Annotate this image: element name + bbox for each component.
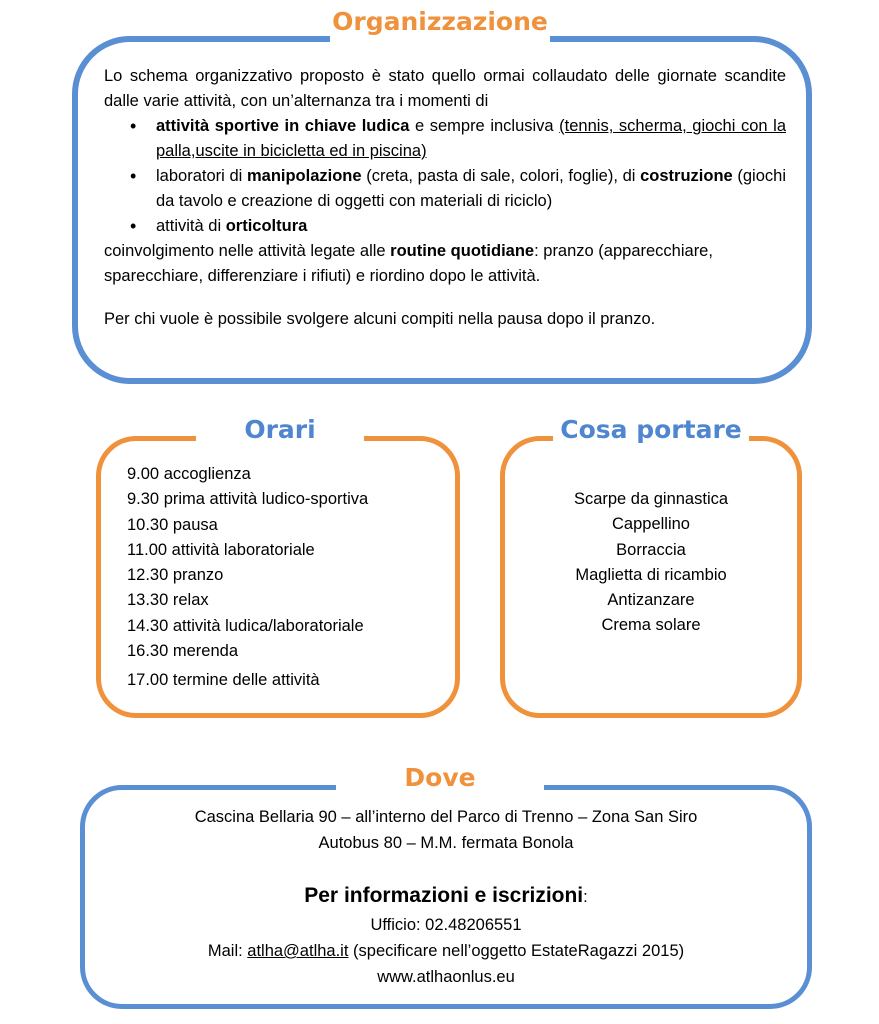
activity-item-orticoltura <box>156 214 786 239</box>
routine-text-2: : pranzo (apparecchiare, sparecchiare, differenziare i rifiuti) e riordino dopo le attività. <box>104 242 713 285</box>
items-to-bring-list <box>500 487 802 639</box>
schedule-item: 13.30 relax <box>127 591 209 610</box>
bring-item: Antizanzare <box>607 591 695 610</box>
transport-line: Autobus 80 – M.M. fermata Bonola <box>318 834 574 852</box>
bring-item: Borraccia <box>616 540 686 559</box>
cosa-portare-title: Cosa portare <box>553 412 749 448</box>
schedule-item: 10.30 pausa <box>127 515 218 534</box>
mail-label: Mail: <box>207 942 248 960</box>
activity-labs-text-1: laboratori di <box>156 167 247 185</box>
schedule-item: 14.30 attività ludica/laboratoriale <box>127 616 364 635</box>
mail-link[interactable]: atlha@atlha.it <box>247 942 349 960</box>
website-link[interactable]: www.atlhaonlus.eu <box>377 968 515 986</box>
activity-labs-manipolazione: manipolazione <box>246 167 362 185</box>
activity-orto-text: attività di <box>156 217 226 235</box>
activity-item-labs <box>156 164 786 214</box>
info-heading-text: Per informazioni e iscrizioni <box>304 884 584 907</box>
organizzazione-note: Per chi vuole è possibile svolgere alcuni compiti nella pausa dopo il pranzo. <box>104 310 656 328</box>
organizzazione-content <box>104 64 786 332</box>
bring-item: Crema solare <box>601 616 701 635</box>
activity-labs-text-2: (creta, pasta di sale, colori, foglie), di <box>361 167 641 185</box>
info-heading-colon: : <box>583 888 588 906</box>
bring-item: Maglietta di ricambio <box>575 565 727 584</box>
routine-paragraph <box>104 239 786 289</box>
mail-note: (specificare nell’oggetto EstateRagazzi 2015) <box>348 942 685 960</box>
activity-labs-costruzione: costruzione <box>640 167 733 185</box>
address-line: Cascina Bellaria 90 – all’interno del Parco di Trenno – Zona San Siro <box>194 808 698 826</box>
bring-item: Scarpe da ginnastica <box>573 490 729 508</box>
activity-sport-text: e sempre inclusiva <box>409 117 560 135</box>
organizzazione-intro: Lo schema organizzativo proposto è stato quello ormai collaudato delle giornate scandite dalle varie attività, con un’alternanza tra i momenti di <box>104 67 786 110</box>
schedule-item: 17.00 termine delle attività <box>127 671 320 690</box>
bring-item: Cappellino <box>612 515 690 534</box>
dove-title: Dove <box>336 760 544 796</box>
schedule-item: 12.30 pranzo <box>127 566 224 585</box>
activity-sport-examples: (tennis, scherma, giochi con la palla,uscite in bicicletta ed in piscina) <box>156 117 786 160</box>
phone-line: Ufficio: 02.48206551 <box>370 916 522 934</box>
mail-line <box>80 942 812 961</box>
schedule-item: 9.00 accoglienza <box>127 465 251 483</box>
schedule-item: 11.00 attività laboratoriale <box>127 540 315 559</box>
activity-list <box>104 114 786 239</box>
info-heading <box>80 884 812 908</box>
schedule-list <box>127 462 368 694</box>
schedule-item: 9.30 prima attività ludico-sportiva <box>127 490 369 509</box>
orari-title: Orari <box>196 412 364 448</box>
schedule-item: 16.30 merenda <box>127 642 238 661</box>
routine-text-1: coinvolgimento nelle attività legate alle <box>104 242 391 260</box>
activity-labs-text-3: (giochi da tavolo e creazione di oggetti con materiali di riciclo) <box>156 167 786 210</box>
organizzazione-title: Organizzazione <box>330 2 550 42</box>
routine-bold: routine quotidiane <box>390 242 535 260</box>
activity-item-sport <box>156 114 786 164</box>
activity-orto-bold: orticoltura <box>225 217 308 235</box>
activity-sport-bold: attività sportive in chiave ludica <box>156 117 410 135</box>
